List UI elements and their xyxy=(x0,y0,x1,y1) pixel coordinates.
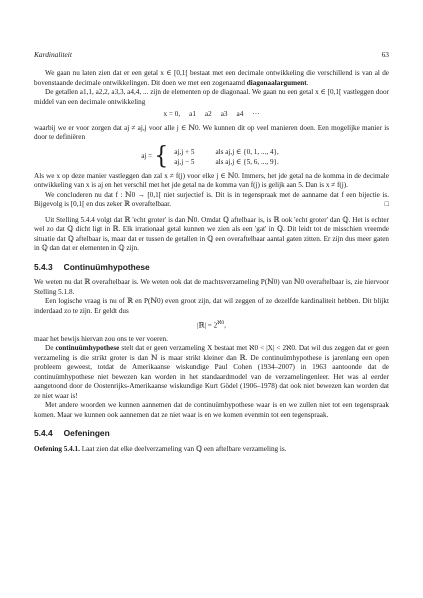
paragraph-choice: waarbij we er voor zorgen dat aj ≠ aj,j voor alle j ∈ ℕ0. We kunnen dit op veel manieren doen. Een mogelijke manier is door te definiëren xyxy=(34,123,389,141)
paragraph-diagonal-elements: De getallen a1,1, a2,2, a3,3, a4,4, ... zijn de elementen op de diagonaal. We gaan nu een getal x ∈ [0,1[ vastleggen door middel van een decimale ontwikkeling xyxy=(34,88,389,106)
section-heading-continuum: 5.4.3 Continuümhypothese xyxy=(34,261,150,272)
equation-aj-definition: aj = { aj,j + 5 als aj,j ∈ {0, 1, ..., 4}, aj,j − 5 als aj,j ∈ {5, 6, ..., 9}. xyxy=(141,142,279,170)
equation-cardinality-r: |ℝ| = $2^{ℵ0}$, xyxy=(197,320,226,330)
paragraph-diagonal-intro: We gaan nu laten zien dat er een getal x ∈ [0,1[ bestaat met een decimale ontwikkeling die verschillend is van al de bovenstaande decimale ontwikkelingen. Dit doen we met een zogenaamd diagonaalargument. xyxy=(34,69,389,87)
term-diagonaalargument: diagonaalargument xyxy=(246,78,307,87)
paragraph-logical-question: Een logische vraag is nu of ℝ en P(ℕ0) even groot zijn, dat wil zeggen of ze dezelfde kardinaliteit hebben. Dit blijkt inderdaad zo te zijn. Er geldt dus xyxy=(34,297,389,315)
paragraph-x-differs: Als we x op deze manier vastleggen dan zal x ≠ f(j) voor elke j ∈ ℕ0. Immers, het jde getal na de komma in de decimale ontwikkeling van x is aj en het verschil met het jde getal na de komma van f(j) is gelijk aan 5. Dan is x ≠ f(j). xyxy=(34,171,389,189)
chapter-title: Kardinaliteit xyxy=(34,50,72,59)
paragraph-proof-too-far: maar het bewijs hiervan zou ons te ver voeren. xyxy=(34,334,168,343)
paragraph-continuum-hypothesis: De continuümhypothese stelt dat er geen verzameling X bestaat met ℵ0 < |X| < 2ℵ0. Dat wil dus zeggen dat er geen verzameling is die strikt groter is dan ℕ is maar strikt kleiner dan ℝ. De continuümhypothese is jarenlang een open probleem geweest, totdat de Amerikaanse wiskundige Paul Cohen (1934–2007) in 1963 aantoonde dat de continuümhypothese niet bewezen kan worden in het standaardmodel van de verzamelingenleer. Het was al eerder aangetoond door de Oostenrijks-Amerikaanse wiskundige Kurt Gödel (1906–1978) dat ook niet bewezen kan worden dat ze niet waar is! xyxy=(34,344,389,400)
exercise-label: Oefening 5.4.1. xyxy=(34,444,80,453)
exercise-5-4-1: Oefening 5.4.1. Laat zien dat elke deelverzameling van ℚ een aftelbare verzameling is. xyxy=(34,444,287,453)
equation-x-expansion: x = 0, a1 a2 a3 a4 ··· xyxy=(163,110,260,118)
section-heading-exercises: 5.4.4 Oefeningen xyxy=(34,428,110,439)
paragraph-overaftelbaar: We weten nu dat ℝ overaftelbaar is. We weten ook dat de machtsverzameling P(ℕ0) van ℕ0 overaftelbaar is, zie hiervoor Stelling 5.1.8. xyxy=(34,278,389,296)
paragraph-other-words: Met andere woorden we kunnen aannemen dat de continuümhypothese waar is en we zullen niet tot een tegenspraak komen. Maar we kunnen ook aannemen dat ze niet waar is en we komen evenmin tot een tegenspraak. xyxy=(34,401,389,419)
page-number: 63 xyxy=(381,50,389,59)
qed-symbol: □ xyxy=(384,200,389,208)
term-continuumhypothese: continuümhypothese xyxy=(55,344,120,353)
running-header xyxy=(34,50,389,60)
paragraph-conclusion: We concluderen nu dat f : ℕ0 → [0,1[ niet surjectief is. Dit is in tegenspraak met de aanname dat f een bijectie is. Bijgevolg is [0,1[ en dus zeker ℝ overaftelbaar. □ xyxy=(34,190,389,208)
paragraph-gaps-in-q: Uit Stelling 5.4.4 volgt dat ℝ 'echt groter' is dan ℕ0. Omdat ℚ aftelbaar is, is ℝ ook 'echt groter' dan ℚ. Het is echter wel zo dat ℚ dicht ligt in ℝ. Elk irrationaal getal kunnen we zien als een 'gat' in ℚ. Dit leidt tot de misschien vreemde situatie dat ℚ aftelbaar is, maar dat er tussen de getallen in ℚ een overaftelbaar aantal gaten zitten. Er zijn dus meer gaten in ℚ dan dat er elementen in ℚ zijn. xyxy=(34,215,389,252)
page-body xyxy=(34,69,389,454)
